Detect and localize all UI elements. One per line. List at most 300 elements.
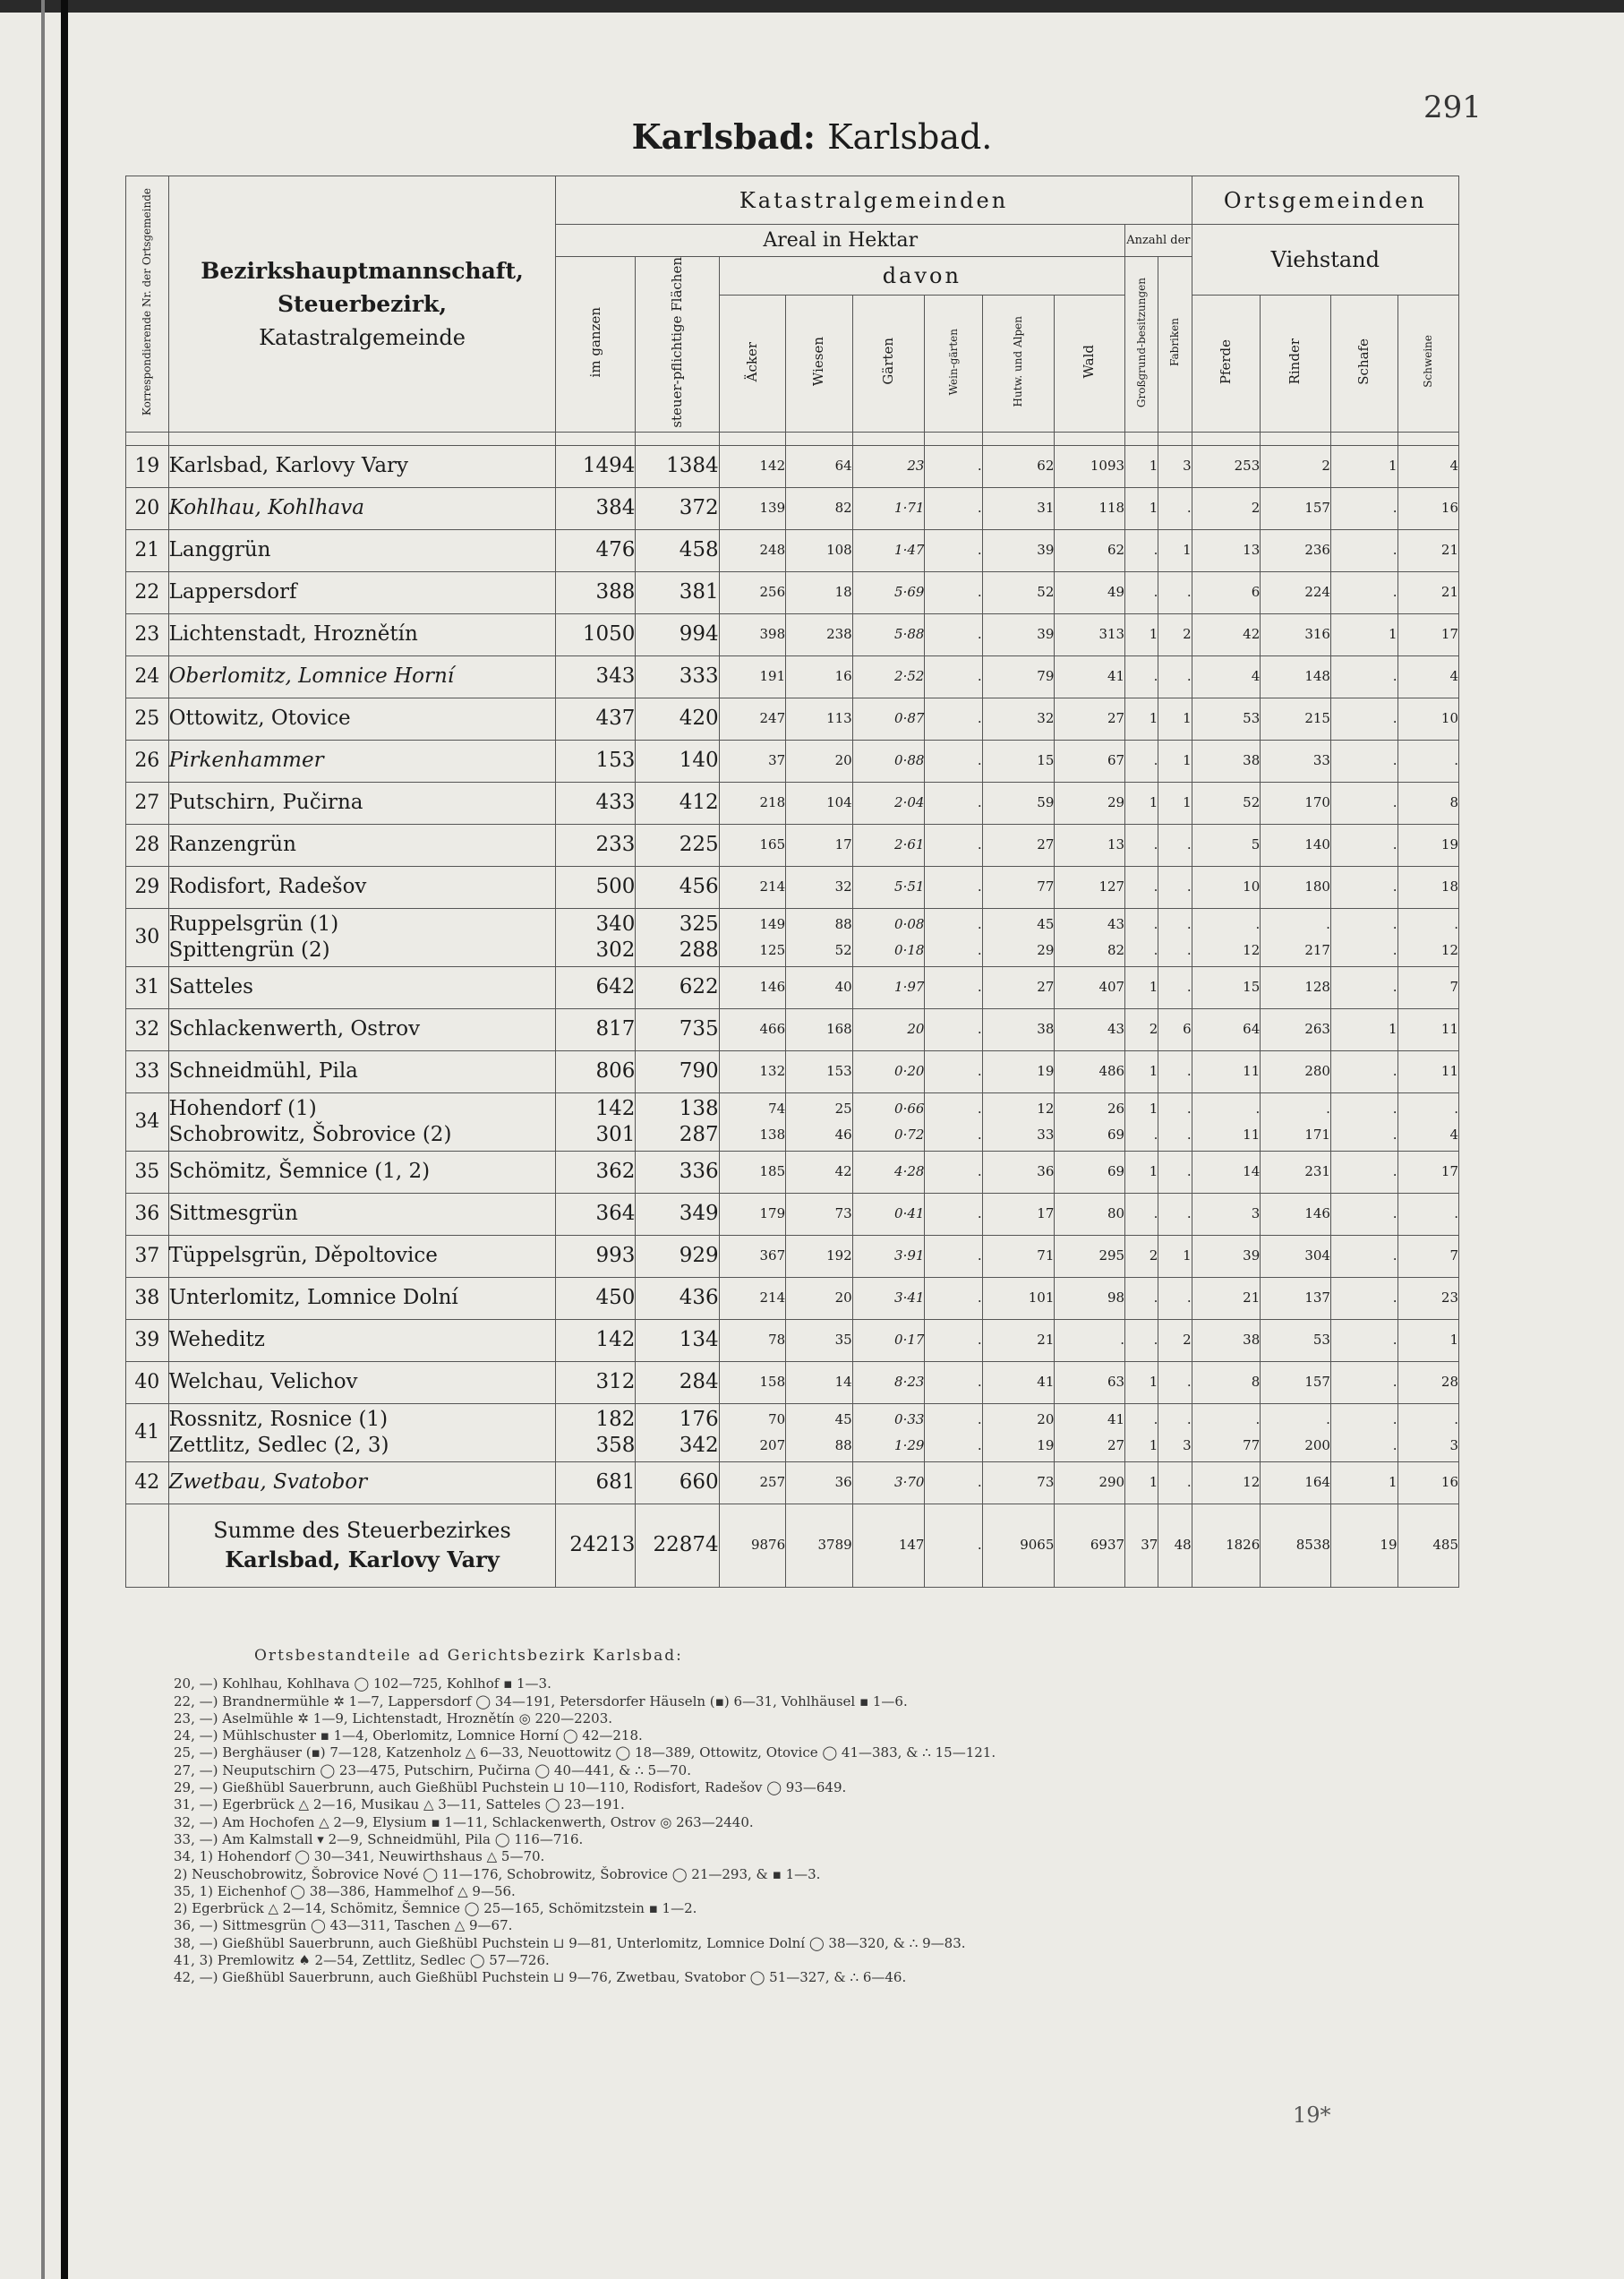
cell-ganz: 388: [556, 571, 636, 613]
summary-fabr: 48: [1158, 1504, 1192, 1587]
cell-fabr: 2: [1158, 613, 1192, 655]
cell-wiesen: 238: [786, 613, 853, 655]
row-number: 31: [126, 966, 169, 1008]
cell-gaerten: 20: [852, 1008, 925, 1050]
cell-wiesen: 168: [786, 1008, 853, 1050]
col-gaerten: Gärten: [852, 295, 925, 432]
cell-wald: 295: [1055, 1235, 1125, 1277]
cell-rinder: 304: [1261, 1235, 1331, 1277]
areal-header: Areal in Hektar: [556, 225, 1125, 257]
footnote-line: 27, —) Neuputschirn ◯ 23—475, Putschirn, Pučirna ◯ 40—441, & ∴ 5—70.: [174, 1761, 691, 1778]
cell-schafe: 1: [1330, 1008, 1397, 1050]
footnote-line: 23, —) Aselmühle ✲ 1—9, Lichtenstadt, Hroznětín ◎ 220—2203.: [174, 1709, 613, 1726]
cell-gaerten: 0·88: [852, 740, 925, 782]
cell-aecker: [719, 1092, 786, 1151]
cell-rinder: 157: [1261, 1361, 1331, 1403]
cell-gaerten: 2·61: [852, 824, 925, 866]
cell-gaerten: 2·52: [852, 655, 925, 698]
row-number: 20: [126, 487, 169, 529]
title-bold: Karlsbad:: [631, 116, 816, 157]
cell-rinder-2: 217: [1304, 941, 1330, 958]
col-rinder: Rinder: [1261, 295, 1331, 432]
cell-wiesen: 14: [786, 1361, 853, 1403]
cell-wein: .: [925, 1193, 982, 1235]
cell-wein: .: [925, 782, 982, 824]
cell-pferde: 8: [1192, 1361, 1261, 1403]
cell-wiesen-1: 25: [834, 1101, 852, 1118]
row-name: Rodisfort, Radešov: [168, 866, 556, 908]
cell-pferde: 15: [1192, 966, 1261, 1008]
cell-fabr: .: [1158, 1050, 1192, 1092]
cell-fabr: 1: [1158, 740, 1192, 782]
cell-wald-2: 27: [1107, 1436, 1125, 1453]
cell-aecker: 191: [719, 655, 786, 698]
cell-rinder-2: 171: [1304, 1126, 1330, 1143]
cell-hutw: 39: [982, 613, 1055, 655]
cell-gross: .: [1125, 529, 1158, 571]
cell-fabr: [1158, 1403, 1192, 1461]
cell-fabr: .: [1158, 487, 1192, 529]
cell-gross: 1: [1125, 782, 1158, 824]
cell-schweine-1: .: [1454, 916, 1458, 933]
cell-wald: 290: [1055, 1461, 1125, 1504]
cell-wiesen-2: 46: [834, 1126, 852, 1143]
table-row: [126, 866, 1459, 908]
cell-hutw: 32: [982, 698, 1055, 740]
table-row: [126, 740, 1459, 782]
cell-hutw: 27: [982, 966, 1055, 1008]
cell-gross-1: 1: [1149, 1101, 1158, 1118]
row-name: Langgrün: [168, 529, 556, 571]
cell-rinder: 137: [1261, 1277, 1331, 1319]
cell-gross: .: [1125, 571, 1158, 613]
cell-wiesen: 153: [786, 1050, 853, 1092]
cell-wiesen: 108: [786, 529, 853, 571]
cell-ganz: [556, 1403, 636, 1461]
cell-pferde: 39: [1192, 1235, 1261, 1277]
cell-gross: [1125, 1092, 1158, 1151]
cell-wald: 13: [1055, 824, 1125, 866]
cell-steuer: 349: [636, 1193, 719, 1235]
row-number: 38: [126, 1277, 169, 1319]
cell-steuer: 333: [636, 655, 719, 698]
cell-wiesen: 113: [786, 698, 853, 740]
row-name-line2: Schobrowitz, Šobrovice (2): [168, 1122, 452, 1146]
summary-hutw: 9065: [982, 1504, 1055, 1587]
cell-rinder: 146: [1261, 1193, 1331, 1235]
cell-fabr: 1: [1158, 529, 1192, 571]
cell-wein: .: [925, 1361, 982, 1403]
cell-schafe: [1330, 908, 1397, 966]
cell-gaerten-2: 0·72: [894, 1126, 925, 1143]
cell-schafe: .: [1330, 1235, 1397, 1277]
cell-wein: .: [925, 1277, 982, 1319]
footnote-line: 31, —) Egerbrück △ 2—16, Musikau △ 3—11, Satteles ◯ 23—191.: [174, 1796, 625, 1813]
table-row: [126, 1050, 1459, 1092]
cell-gross: .: [1125, 824, 1158, 866]
cell-fabr: .: [1158, 1151, 1192, 1193]
cell-wald: 118: [1055, 487, 1125, 529]
row-number: 42: [126, 1461, 169, 1504]
table-row: [126, 571, 1459, 613]
cell-steuer-1: 138: [679, 1096, 719, 1120]
cell-aecker: 165: [719, 824, 786, 866]
cell-fabr: .: [1158, 1361, 1192, 1403]
row-name: Sittmesgrün: [168, 1193, 556, 1235]
cell-schweine-1: .: [1454, 1411, 1458, 1428]
col-steuer: steuer-pflichtige Flächen: [636, 257, 719, 433]
cell-wald: 486: [1055, 1050, 1125, 1092]
table-row: [126, 1361, 1459, 1403]
row-name: Schlackenwerth, Ostrov: [168, 1008, 556, 1050]
cell-ganz-1: 340: [595, 912, 636, 936]
cell-schweine: 1: [1397, 1319, 1459, 1361]
cell-aecker-2: 207: [759, 1436, 786, 1453]
cell-pferde: 38: [1192, 740, 1261, 782]
cell-hutw-2: 33: [1037, 1126, 1055, 1143]
footnote-line: 2) Neuschobrowitz, Šobrovice Nové ◯ 11—176, Schobrowitz, Šobrovice ◯ 21—293, & ▪ 1—3.: [174, 1865, 821, 1882]
cell-ganz: [556, 1092, 636, 1151]
cell-pferde: 5: [1192, 824, 1261, 866]
cell-ganz: 806: [556, 1050, 636, 1092]
cell-wiesen: 18: [786, 571, 853, 613]
row-name: Zwetbau, Svatobor: [168, 1461, 556, 1504]
cell-aecker: 214: [719, 866, 786, 908]
cell-ganz: 364: [556, 1193, 636, 1235]
footnote-line: 32, —) Am Hochofen △ 2—9, Elysium ▪ 1—11, Schlackenwerth, Ostrov ◎ 263—2440.: [174, 1813, 754, 1830]
cell-wald-1: 43: [1107, 916, 1125, 933]
cell-schweine: 7: [1397, 1235, 1459, 1277]
cell-rinder: 2: [1261, 445, 1331, 487]
cell-gross-1: .: [1153, 1411, 1158, 1428]
row-name: [168, 1092, 556, 1151]
summary-gaerten: 147: [852, 1504, 925, 1587]
title-rest: Karlsbad.: [827, 117, 993, 157]
cell-ganz: 142: [556, 1319, 636, 1361]
cell-schafe: .: [1330, 1277, 1397, 1319]
cell-schweine: 18: [1397, 866, 1459, 908]
cell-wald: [1055, 908, 1125, 966]
cell-gross: .: [1125, 740, 1158, 782]
cell-schweine: 23: [1397, 1277, 1459, 1319]
cell-gross: 1: [1125, 1361, 1158, 1403]
cell-aecker: [719, 1403, 786, 1461]
cell-wein: .: [925, 1235, 982, 1277]
cell-wiesen: 20: [786, 740, 853, 782]
cell-pferde: 4: [1192, 655, 1261, 698]
cell-ganz-2: 358: [595, 1433, 636, 1457]
row-number: 34: [126, 1092, 169, 1151]
cell-aecker-1: 70: [768, 1411, 786, 1428]
row-number: 41: [126, 1403, 169, 1461]
cell-wiesen: 35: [786, 1319, 853, 1361]
cell-hutw: 101: [982, 1277, 1055, 1319]
cell-wiesen-2: 88: [834, 1436, 852, 1453]
cell-gaerten: [852, 1092, 925, 1151]
scan-top-edge: [0, 0, 1624, 13]
cell-hutw-2: 29: [1037, 941, 1055, 958]
cell-steuer: 735: [636, 1008, 719, 1050]
cell-steuer-1: 325: [679, 912, 719, 936]
row-number: 21: [126, 529, 169, 571]
cell-pferde-1: .: [1255, 916, 1261, 933]
cell-fabr: .: [1158, 824, 1192, 866]
cell-rinder: 180: [1261, 866, 1331, 908]
col-gross: Großgrund-besitzungen: [1125, 257, 1158, 433]
cell-schweine-1: .: [1454, 1101, 1458, 1118]
cell-rinder: 157: [1261, 487, 1331, 529]
cell-pferde: [1192, 1092, 1261, 1151]
cell-wiesen: 36: [786, 1461, 853, 1504]
cell-gross: 2: [1125, 1235, 1158, 1277]
cell-rinder: 224: [1261, 571, 1331, 613]
cell-pferde: 12: [1192, 1461, 1261, 1504]
cell-fabr: [1158, 908, 1192, 966]
cell-steuer-2: 287: [679, 1122, 719, 1146]
cell-schweine: 19: [1397, 824, 1459, 866]
cell-gaerten: 1·71: [852, 487, 925, 529]
cell-rinder: 263: [1261, 1008, 1331, 1050]
cell-aecker: 214: [719, 1277, 786, 1319]
cell-wiesen: 16: [786, 655, 853, 698]
cell-schweine: 17: [1397, 1151, 1459, 1193]
cell-aecker: 466: [719, 1008, 786, 1050]
cell-ganz: 993: [556, 1235, 636, 1277]
cell-rinder: 164: [1261, 1461, 1331, 1504]
cell-gross-1: .: [1153, 916, 1158, 933]
statistics-table: [125, 176, 1459, 1588]
viehstand-header: Viehstand: [1192, 225, 1458, 296]
cell-schafe: .: [1330, 782, 1397, 824]
cell-wald: 62: [1055, 529, 1125, 571]
cell-hutw: 52: [982, 571, 1055, 613]
cell-fabr-2: .: [1186, 1126, 1192, 1143]
cell-ganz: 1494: [556, 445, 636, 487]
cell-schafe-2: .: [1392, 1126, 1397, 1143]
cell-schafe: .: [1330, 824, 1397, 866]
cell-wein: .: [925, 529, 982, 571]
cell-wald: 127: [1055, 866, 1125, 908]
orts-group-header: Ortsgemeinden: [1192, 176, 1458, 225]
cell-fabr-2: .: [1186, 941, 1192, 958]
cell-aecker: 247: [719, 698, 786, 740]
cell-schweine: 28: [1397, 1361, 1459, 1403]
cell-fabr: 1: [1158, 698, 1192, 740]
cell-gaerten: 0·41: [852, 1193, 925, 1235]
row-number: 30: [126, 908, 169, 966]
row-name-line2: Spittengrün (2): [168, 938, 330, 962]
cell-schweine-2: 4: [1449, 1126, 1458, 1143]
cell-schafe: .: [1330, 655, 1397, 698]
cell-schafe: .: [1330, 1050, 1397, 1092]
cell-wein: .: [925, 655, 982, 698]
cell-aecker-1: 74: [768, 1101, 786, 1118]
cell-wald: 29: [1055, 782, 1125, 824]
summary-schweine: 485: [1397, 1504, 1459, 1587]
table-body: [126, 432, 1459, 1587]
row-number: 23: [126, 613, 169, 655]
table-row: [126, 966, 1459, 1008]
cell-rinder: 231: [1261, 1151, 1331, 1193]
cell-wald: 98: [1055, 1277, 1125, 1319]
cell-gaerten: 0·20: [852, 1050, 925, 1092]
page-title: [0, 116, 1624, 157]
cell-pferde: 13: [1192, 529, 1261, 571]
cell-rinder: [1261, 908, 1331, 966]
cell-fabr-2: 3: [1183, 1436, 1192, 1453]
cell-hutw-2: 19: [1037, 1436, 1055, 1453]
cell-wein: [925, 1403, 982, 1461]
cell-fabr: .: [1158, 571, 1192, 613]
summary-line1: Summe des Steuerbezirkes: [213, 1518, 511, 1544]
cell-steuer: 456: [636, 866, 719, 908]
cell-schweine: 10: [1397, 698, 1459, 740]
row-name: Oberlomitz, Lomnice Horní: [168, 655, 556, 698]
cell-pferde: 64: [1192, 1008, 1261, 1050]
cell-ganz: 450: [556, 1277, 636, 1319]
cell-ganz: 233: [556, 824, 636, 866]
cell-hutw: 21: [982, 1319, 1055, 1361]
cell-wein-2: .: [977, 941, 982, 958]
cell-gross: 1: [1125, 1050, 1158, 1092]
summary-pferde: 1826: [1192, 1504, 1261, 1587]
table-row: [126, 1151, 1459, 1193]
cell-schafe: 1: [1330, 445, 1397, 487]
cell-schafe: .: [1330, 1361, 1397, 1403]
cell-steuer: 372: [636, 487, 719, 529]
cell-gross: 1: [1125, 966, 1158, 1008]
col-hutw: Hutw. und Alpen: [982, 295, 1055, 432]
cell-fabr: 2: [1158, 1319, 1192, 1361]
row-name: Lichtenstadt, Hroznětín: [168, 613, 556, 655]
col-wein: Wein-gärten: [925, 295, 982, 432]
cell-rinder: 170: [1261, 782, 1331, 824]
table-row: [126, 529, 1459, 571]
cell-gaerten: 4·28: [852, 1151, 925, 1193]
cell-steuer: 929: [636, 1235, 719, 1277]
cell-hutw-1: 12: [1037, 1101, 1055, 1118]
row-name-line1: Ruppelsgrün (1): [168, 912, 339, 936]
cell-ganz: 681: [556, 1461, 636, 1504]
cell-steuer: 284: [636, 1361, 719, 1403]
table-row: [126, 698, 1459, 740]
cell-fabr: .: [1158, 966, 1192, 1008]
cell-fabr: 6: [1158, 1008, 1192, 1050]
col-wiesen: Wiesen: [786, 295, 853, 432]
row-name: Welchau, Velichov: [168, 1361, 556, 1403]
cell-wiesen: [786, 1403, 853, 1461]
cell-steuer: 790: [636, 1050, 719, 1092]
cell-wiesen: 17: [786, 824, 853, 866]
footnote-line: 36, —) Sittmesgrün ◯ 43—311, Taschen △ 9—67.: [174, 1917, 513, 1934]
col-pferde: Pferde: [1192, 295, 1261, 432]
cell-wiesen: 73: [786, 1193, 853, 1235]
cell-wiesen: [786, 908, 853, 966]
cell-wald: [1055, 1403, 1125, 1461]
cell-gross: 1: [1125, 1151, 1158, 1193]
cell-pferde: 14: [1192, 1151, 1261, 1193]
cell-wiesen: 20: [786, 1277, 853, 1319]
cell-hutw: 17: [982, 1193, 1055, 1235]
cell-schweine: 11: [1397, 1008, 1459, 1050]
cell-steuer: [636, 908, 719, 966]
cell-gaerten: 5·69: [852, 571, 925, 613]
cell-steuer: 381: [636, 571, 719, 613]
cell-wein: .: [925, 1461, 982, 1504]
cell-pferde: 253: [1192, 445, 1261, 487]
cell-pferde: 6: [1192, 571, 1261, 613]
cell-pferde: 10: [1192, 866, 1261, 908]
cell-hutw: 19: [982, 1050, 1055, 1092]
cell-aecker: [719, 908, 786, 966]
cell-steuer: [636, 1092, 719, 1151]
cell-steuer: 436: [636, 1277, 719, 1319]
cell-pferde: 3: [1192, 1193, 1261, 1235]
cell-gross: .: [1125, 1193, 1158, 1235]
cell-steuer: 660: [636, 1461, 719, 1504]
cell-wiesen: [786, 1092, 853, 1151]
cell-ganz: 1050: [556, 613, 636, 655]
cell-gaerten-1: 0·66: [894, 1101, 925, 1118]
table-row: [126, 445, 1459, 487]
cell-gaerten: 3·41: [852, 1277, 925, 1319]
cell-gaerten: 0·17: [852, 1319, 925, 1361]
cell-ganz: [556, 908, 636, 966]
cell-gross: .: [1125, 1319, 1158, 1361]
cell-wiesen-1: 45: [834, 1411, 852, 1428]
cell-schweine: .: [1397, 740, 1459, 782]
cell-wein: .: [925, 866, 982, 908]
col-wald: Wald: [1055, 295, 1125, 432]
cell-wald: 41: [1055, 655, 1125, 698]
cell-wein: .: [925, 966, 982, 1008]
cell-wein: .: [925, 1050, 982, 1092]
cell-rinder: 140: [1261, 824, 1331, 866]
row-number: 19: [126, 445, 169, 487]
table-row: [126, 613, 1459, 655]
summary-aecker: 9876: [719, 1504, 786, 1587]
summary-nr: [126, 1504, 169, 1587]
cell-steuer: [636, 1403, 719, 1461]
cell-pferde-1: .: [1255, 1411, 1261, 1428]
cell-wald-2: 69: [1107, 1126, 1125, 1143]
row-number: 36: [126, 1193, 169, 1235]
cell-steuer: 994: [636, 613, 719, 655]
cell-fabr-1: .: [1186, 1101, 1192, 1118]
cell-schafe: [1330, 1092, 1397, 1151]
cell-wein-2: .: [977, 1436, 982, 1453]
footnote-line: 38, —) Gießhübl Sauerbrunn, auch Gießhübl Puchstein ⊔ 9—81, Unterlomitz, Lomnice Dolní ◯ 38—320, & ∴ 9—83.: [174, 1934, 966, 1951]
row-number: 26: [126, 740, 169, 782]
cell-gross: [1125, 908, 1158, 966]
cell-steuer: 622: [636, 966, 719, 1008]
cell-rinder: 53: [1261, 1319, 1331, 1361]
cell-steuer: 336: [636, 1151, 719, 1193]
cell-schweine: 16: [1397, 487, 1459, 529]
footnote-lines: [174, 1675, 1382, 1986]
cell-rinder: 236: [1261, 529, 1331, 571]
cell-pferde: 52: [1192, 782, 1261, 824]
cell-schafe-2: .: [1392, 1436, 1397, 1453]
cell-ganz-2: 302: [595, 938, 636, 962]
cell-wald: 407: [1055, 966, 1125, 1008]
footnote-line: 20, —) Kohlhau, Kohlhava ◯ 102—725, Kohlhof ▪ 1—3.: [174, 1675, 551, 1692]
row-name-line1: Hohendorf (1): [168, 1096, 317, 1120]
cell-schweine: 16: [1397, 1461, 1459, 1504]
cell-aecker: 146: [719, 966, 786, 1008]
col-aecker: Äcker: [719, 295, 786, 432]
cell-ganz-1: 182: [595, 1407, 636, 1431]
